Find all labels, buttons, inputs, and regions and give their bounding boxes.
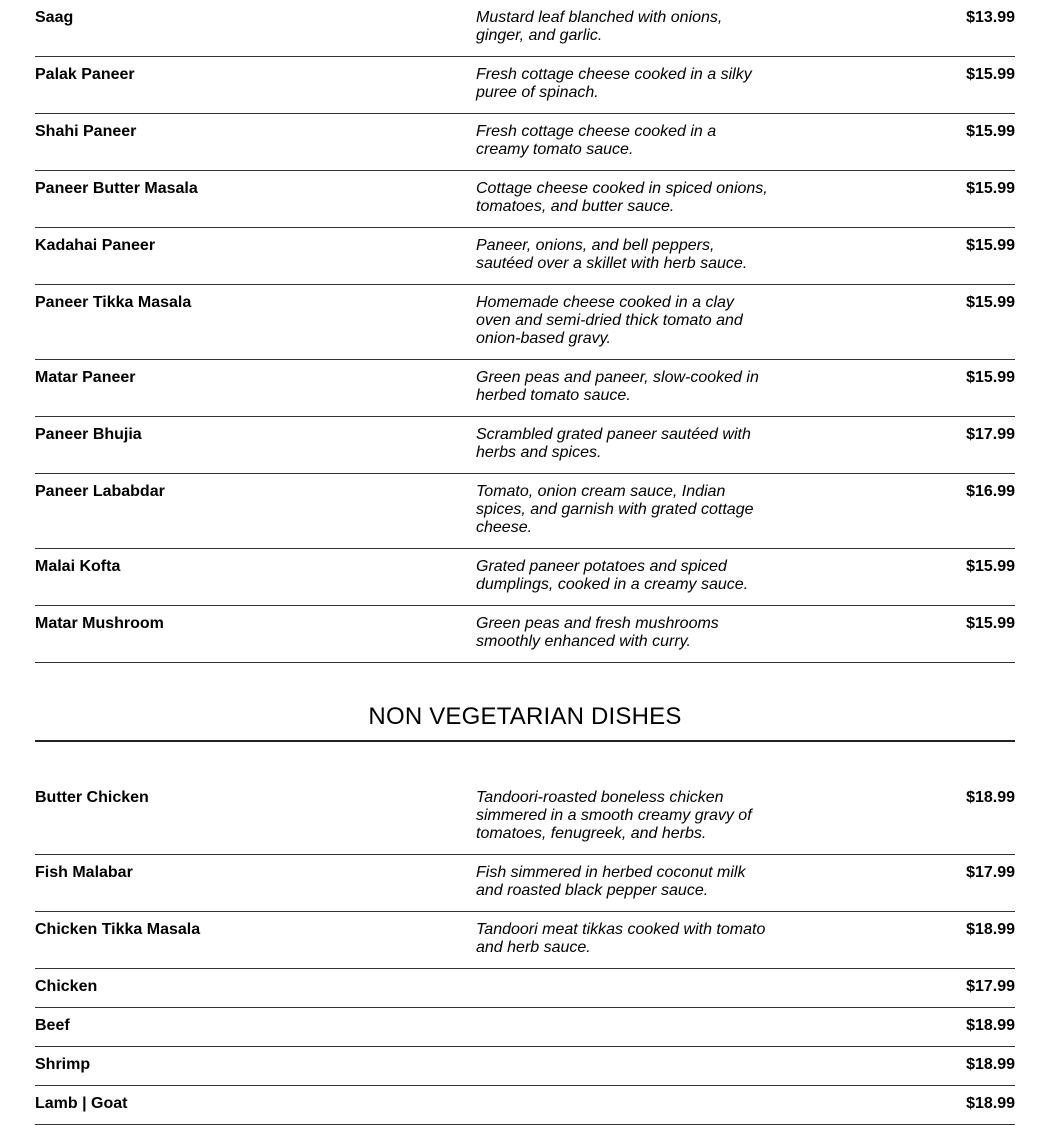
- menu-item: [35, 1086, 1015, 1125]
- item-name: Shrimp: [35, 1056, 91, 1073]
- item-price: $18.99: [966, 921, 1015, 938]
- item-name: Palak Paneer: [35, 66, 135, 83]
- item-price: $15.99: [966, 123, 1015, 140]
- item-name: Paneer Lababdar: [35, 483, 165, 500]
- item-price: $15.99: [966, 66, 1015, 83]
- menu-item: [35, 171, 1015, 228]
- item-description: Fresh cottage cheese cooked in a creamy tomato sauce.: [476, 123, 717, 158]
- item-price: $15.99: [966, 237, 1015, 254]
- item-price: $15.99: [966, 180, 1015, 197]
- item-description: Tomato, onion cream sauce, Indian spices, and garnish with grated cottage cheese.: [476, 483, 754, 536]
- menu-item: [35, 0, 1015, 57]
- item-description: Cottage cheese cooked in spiced onions, tomatoes, and butter sauce.: [476, 180, 768, 215]
- menu-item: [35, 855, 1015, 912]
- item-name: Matar Paneer: [35, 369, 136, 386]
- item-description: Paneer, onions, and bell peppers, sautéed over a skillet with herb sauce.: [476, 237, 748, 272]
- menu-item: [35, 606, 1015, 663]
- menu-item: [35, 912, 1015, 969]
- item-price: $15.99: [966, 558, 1015, 575]
- menu-item: [35, 474, 1015, 549]
- menu-item: [35, 969, 1015, 1008]
- item-name: Fish Malabar: [35, 864, 133, 881]
- menu-item: [35, 285, 1015, 360]
- item-name: Beef: [35, 1017, 70, 1034]
- menu-item: [35, 549, 1015, 606]
- item-price: $17.99: [966, 426, 1015, 443]
- item-description: Tandoori meat tikkas cooked with tomato and herb sauce.: [476, 921, 766, 956]
- vegetarian-section: [35, 0, 1015, 663]
- menu-item: [35, 228, 1015, 285]
- non-vegetarian-section: [35, 780, 1015, 1125]
- item-name: Paneer Bhujia: [35, 426, 142, 443]
- section-heading-non-vegetarian: NON VEGETARIAN DISHES: [35, 703, 1015, 742]
- menu-item: [35, 360, 1015, 417]
- item-price: $17.99: [966, 978, 1015, 995]
- item-description: Tandoori-roasted boneless chicken simmered in a smooth creamy gravy of tomatoes, fenugreek, and herbs.: [476, 789, 752, 842]
- item-name: Malai Kofta: [35, 558, 121, 575]
- item-name: Chicken: [35, 978, 98, 995]
- item-price: $16.99: [966, 483, 1015, 500]
- item-price: $18.99: [966, 1017, 1015, 1034]
- item-description: Grated paneer potatoes and spiced dumplings, cooked in a creamy sauce.: [476, 558, 749, 593]
- item-description: Mustard leaf blanched with onions, ginger, and garlic.: [476, 9, 723, 44]
- item-price: $18.99: [966, 1095, 1015, 1112]
- item-name: Butter Chicken: [35, 789, 149, 806]
- item-price: $15.99: [966, 615, 1015, 632]
- item-description: Fresh cottage cheese cooked in a silky puree of spinach.: [476, 66, 752, 101]
- menu-item: [35, 1047, 1015, 1086]
- menu-item: [35, 417, 1015, 474]
- item-price: $15.99: [966, 369, 1015, 386]
- menu-item: [35, 1008, 1015, 1047]
- item-name: Lamb | Goat: [35, 1095, 128, 1112]
- item-name: Shahi Paneer: [35, 123, 137, 140]
- item-description: Green peas and fresh mushrooms smoothly enhanced with curry.: [476, 615, 719, 650]
- item-name: Matar Mushroom: [35, 615, 164, 632]
- item-price: $17.99: [966, 864, 1015, 881]
- item-name: Chicken Tikka Masala: [35, 921, 201, 938]
- item-price: $13.99: [966, 9, 1015, 26]
- menu-item: [35, 57, 1015, 114]
- item-description: Fish simmered in herbed coconut milk and roasted black pepper sauce.: [476, 864, 746, 899]
- item-description: Green peas and paneer, slow-cooked in herbed tomato sauce.: [476, 369, 759, 404]
- item-price: $18.99: [966, 789, 1015, 806]
- item-name: Saag: [35, 9, 74, 26]
- menu-item: [35, 780, 1015, 855]
- item-price: $15.99: [966, 294, 1015, 311]
- menu: [35, 0, 1015, 1125]
- menu-item: [35, 114, 1015, 171]
- item-description: Scrambled grated paneer sautéed with herbs and spices.: [476, 426, 751, 461]
- item-description: Homemade cheese cooked in a clay oven and semi-dried thick tomato and onion-based gravy.: [476, 294, 743, 347]
- item-price: $18.99: [966, 1056, 1015, 1073]
- item-name: Paneer Butter Masala: [35, 180, 198, 197]
- item-name: Kadahai Paneer: [35, 237, 156, 254]
- item-name: Paneer Tikka Masala: [35, 294, 192, 311]
